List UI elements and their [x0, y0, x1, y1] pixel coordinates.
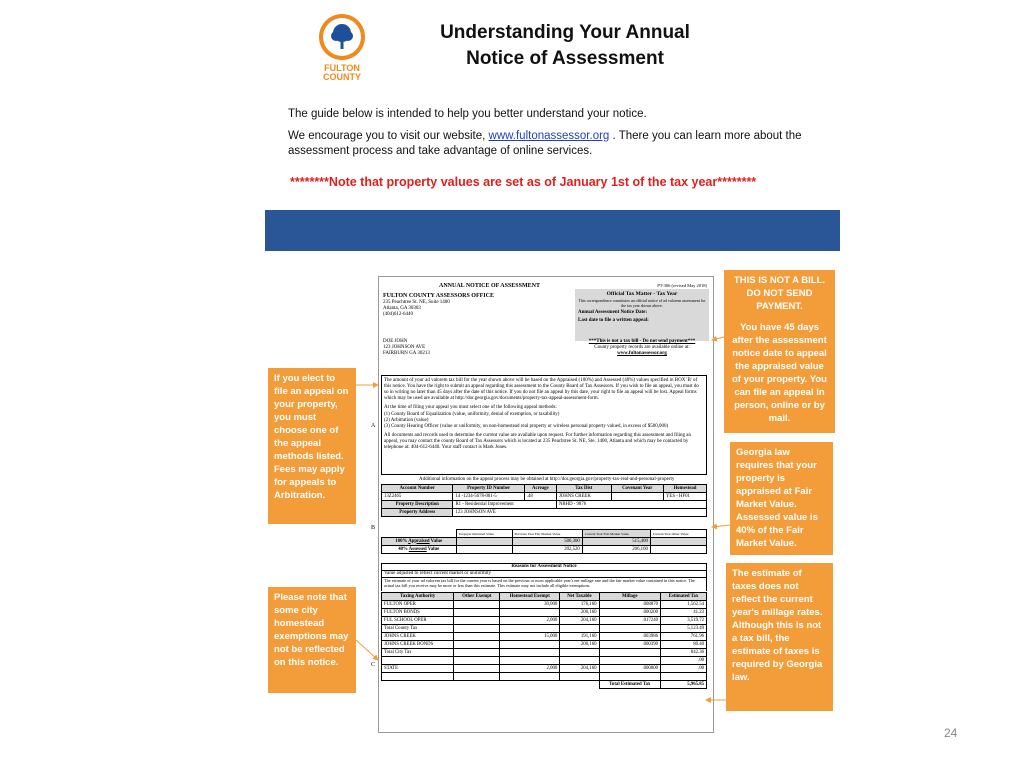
estimate-cell: 206,160 [560, 609, 599, 617]
estimate-cell: Total City Tax [382, 649, 454, 657]
records-url: www.fultonassessor.org [617, 351, 667, 356]
assessed-prev: 202,520 [512, 546, 582, 554]
th-curr-other: Current Year Other Value [650, 530, 706, 538]
estimate-cell: .017240 [599, 617, 661, 625]
intro-line-1: The guide below is intended to help you better understand your notice. [288, 108, 647, 120]
estimate-cell: FULTON OPER [382, 601, 454, 609]
title-line-1: Understanding Your Annual [440, 22, 690, 43]
last-date: Last date to file a written appeal: [578, 318, 649, 323]
addr-value: 123 JOHNSON AVE [453, 509, 707, 517]
estimate-cell: Total County Tax [382, 625, 454, 633]
estimate-cell: FULTON BONDS [382, 609, 454, 617]
secA-p2: At the time of filing your appeal you must select one of the following appeal methods: [384, 405, 557, 410]
estimate-cell: .00 [661, 665, 707, 673]
label-b: B [371, 525, 376, 531]
th-homestead: Homestead [663, 485, 706, 493]
estimate-cell: FUL SCHOOL OPER [382, 617, 454, 625]
estimate-th-1: Other Exempt [454, 593, 500, 601]
desc-label: Property Description [382, 501, 453, 509]
estimate-cell: 15,000 [500, 633, 560, 641]
estimate-cell: 842.36 [661, 649, 707, 657]
owner-name: DOE JOHN [383, 339, 408, 344]
appraised-pre: 100% [395, 538, 409, 544]
estimate-th-3: Net Taxable [560, 593, 599, 601]
owner-addr1: 123 JOHNSON AVE [383, 345, 426, 350]
callout-city-homestead: Please note that some city homestead exemptions may not be reflected on this notice. [268, 587, 356, 693]
reasons-title: Reasons for Assessment Notice [382, 564, 706, 571]
arrow-not-bill [712, 337, 724, 340]
estimate-cell: JOHNS CREEK BONDS [382, 641, 454, 649]
secA-p3: All documents and records used to determine the current value are available upon request. For further information regarding this assessment and filing an appeal, you may contact the county Board of Tax Assessors which is located at 235 Peachtree St. NE, Ste. 1400, Atlanta and which may be contacted by telephone at: 404-612-6440. Your staff contact is Mark Jones. [384, 433, 691, 450]
appraised-post: Value [429, 538, 443, 544]
label-a: A [371, 423, 376, 429]
th-property-id: Property ID Number [453, 485, 524, 493]
td-acreage: .48 [524, 493, 556, 501]
assessed-pre: 40% [398, 546, 409, 552]
office-name: FULTON COUNTY ASSESSORS OFFICE [383, 293, 494, 299]
estimate-cell: 206,160 [560, 641, 599, 649]
reasons-text: Value adjusted to reflect current market or uniformity [384, 571, 492, 576]
th-account: Account Number [382, 485, 453, 493]
appraised-u: Appraised [408, 538, 430, 544]
td-tax-dist: JOHNS CREEK [556, 493, 611, 501]
total-value: 5,965.85 [661, 681, 707, 689]
estimate-th-0: Taxing Authority [382, 593, 454, 601]
notice-date: Annual Assessment Notice Date: [578, 310, 648, 315]
th-prev-fmv: Previous Year Fair Market Value [512, 530, 582, 538]
appraised-prev: 506,300 [512, 538, 582, 546]
assessed-post: Value [426, 546, 440, 552]
estimate-intro: The estimate of your ad valorem tax bill for the current year is based on the previous or most applicable year's net millage rate and the fair market value contained in this notice. The actual tax bill you receive may be more or less than this estimate. This estimate may not include all eligible exemptions. [381, 577, 707, 591]
official-sub: This correspondence constitutes an official notice of ad valorem assessment for the tax year shown above. [578, 298, 706, 308]
appraised-curr: 515,400 [582, 538, 650, 546]
estimate-th-2: Homestead Exempt [500, 593, 560, 601]
arrow-fmv [712, 525, 730, 527]
estimate-cell: 41.23 [661, 609, 707, 617]
estimate-cell: .000390 [599, 641, 661, 649]
logo-text-2: COUNTY [323, 72, 361, 82]
assessed-curr: 206,160 [582, 546, 650, 554]
office-addr1: 235 Peachtree St. NE, Suite 1400 [383, 300, 450, 305]
secA-m2: (2) Arbitration (value) [384, 418, 429, 423]
property-value-note: ********Note that property values are set as of January 1st of the tax year******** [290, 175, 757, 189]
estimate-cell: 2,000 [500, 665, 560, 673]
owner-addr2: FAIRBURN GA 30213 [383, 351, 430, 356]
estimate-cell: 2,000 [500, 617, 560, 625]
assessor-website-link[interactable]: www.fultonassessor.org [488, 130, 610, 142]
td-homestead: YES - HF01 [663, 493, 706, 501]
estimate-cell: .00 [661, 657, 707, 665]
office-addr2: Atlanta, GA 30303 [383, 306, 421, 311]
th-curr-fmv: Current Year Fair Market Value [582, 530, 650, 538]
office-phone: (404)612-6440 [383, 312, 413, 317]
c3-line1: THIS IS NOT A BILL. DO NOT SEND PAYMENT. [733, 275, 826, 312]
th-acreage: Acreage [524, 485, 556, 493]
estimate-cell: .000200 [599, 609, 661, 617]
secA-m3: (3) County Hearing Officer (value or uniformity, on non-homestead real property or wireless personal property valued, in excess of $500,000) [384, 424, 669, 429]
title-line-2: Notice of Assessment [466, 48, 664, 69]
td-account: 13Z2465 [382, 493, 453, 501]
intro-line-2-post: . There you can learn more about the assessment process and take advantage of online services. [288, 130, 802, 157]
records-text: County property records are available online at: [594, 345, 690, 350]
label-c: C [371, 662, 376, 668]
estimate-cell: JOHNS CREEK [382, 633, 454, 641]
not-bill-text: ***This is not a tax bill - Do not send payment*** [588, 339, 696, 344]
desc-code: NBHD - 9876 [556, 501, 706, 509]
estimate-cell: 1,562.54 [661, 601, 707, 609]
estimate-cell: 3,519.72 [661, 617, 707, 625]
logo-text-1: FULTON [324, 63, 360, 73]
official-label: Official Tax Matter - Tax Year [606, 291, 678, 297]
estimate-cell: .003986 [599, 633, 661, 641]
td-property-id: 14 -1234-5678-001-5 [453, 493, 524, 501]
estimate-cell: 761.96 [661, 633, 707, 641]
estimate-cell: 30,000 [500, 601, 560, 609]
estimate-cell: .000000 [599, 665, 661, 673]
estimate-cell: 204,160 [560, 617, 599, 625]
estimate-cell: 176,160 [560, 601, 599, 609]
doc-title: ANNUAL NOTICE OF ASSESSMENT [439, 283, 540, 289]
desc-value: R1 - Residential Improvement [453, 501, 556, 509]
addr-label: Property Address [382, 509, 453, 517]
estimate-cell: 80.40 [661, 641, 707, 649]
arrow-homestead [356, 640, 378, 660]
page-number: 24 [944, 726, 958, 740]
estimate-cell: .008870 [599, 601, 661, 609]
estimate-th-5: Estimated Tax [661, 593, 707, 601]
estimate-cell: STATE [382, 665, 454, 673]
th-tax-dist: Tax Dist [556, 485, 611, 493]
secA-p1: The amount of your ad valorem tax bill for the year shown above will be based on the Appraised (100%) and Assessed (40%) values specified in BOX 'B' of this notice. You have the right to submit an appeal regarding this assessment to the County Board of Tax Assessors. If you wish to file an appeal, you must do so in writing no later than 45 days after the date of this notice. If you do not file an appeal by this date, your right to file an appeal will be lost. Appeal forms which may be used are available at http://dor.georgia.gov/documents/property-tax-appeal-assessment-form. [384, 378, 699, 401]
assessed-u: Assessed [408, 546, 427, 552]
c3-line2: You have 45 days after the assessment notice date to appeal the appraised value of your property. You can file an appeal in person, online or by mail. [731, 322, 827, 424]
doc-form-number: PT-306 (revised May 2018) [657, 283, 707, 288]
estimate-cell: 204,160 [560, 665, 599, 673]
total-label: Total Estimated Tax [599, 681, 661, 689]
secA-m1: (1) County Board of Equalization (value, uniformity, denial of exemption, or taxability) [384, 412, 560, 417]
callout-fair-market-value: Georgia law requires that your property is appraised at Fair Market Value. Assessed value is 40% of the Fair Market Value. [730, 442, 833, 555]
estimate-th-4: Millage [599, 593, 661, 601]
callout-appeal-methods: If you elect to file an appeal on your property, you must choose one of the appeal methods listed. Fees may apply for appeals to Arbitration. [268, 368, 356, 524]
th-covenant: Covenant Year [611, 485, 663, 493]
additional-info: Additional information on the appeal process may be obtained at http://dor.georgia.gov/property-tax-real-and-personal-property [419, 477, 675, 482]
intro-line-2-pre: We encourage you to visit our website, [288, 130, 489, 142]
callout-tax-estimate: The estimate of taxes does not reflect the current year's millage rates. Although this is not a tax bill, the estimate of taxes is required by Georgia law. [726, 563, 833, 711]
estimate-cell: 191,160 [560, 633, 599, 641]
estimate-cell: 5,123.49 [661, 625, 707, 633]
th-taxpayer-value: Taxpayer Returned Value [456, 530, 512, 538]
